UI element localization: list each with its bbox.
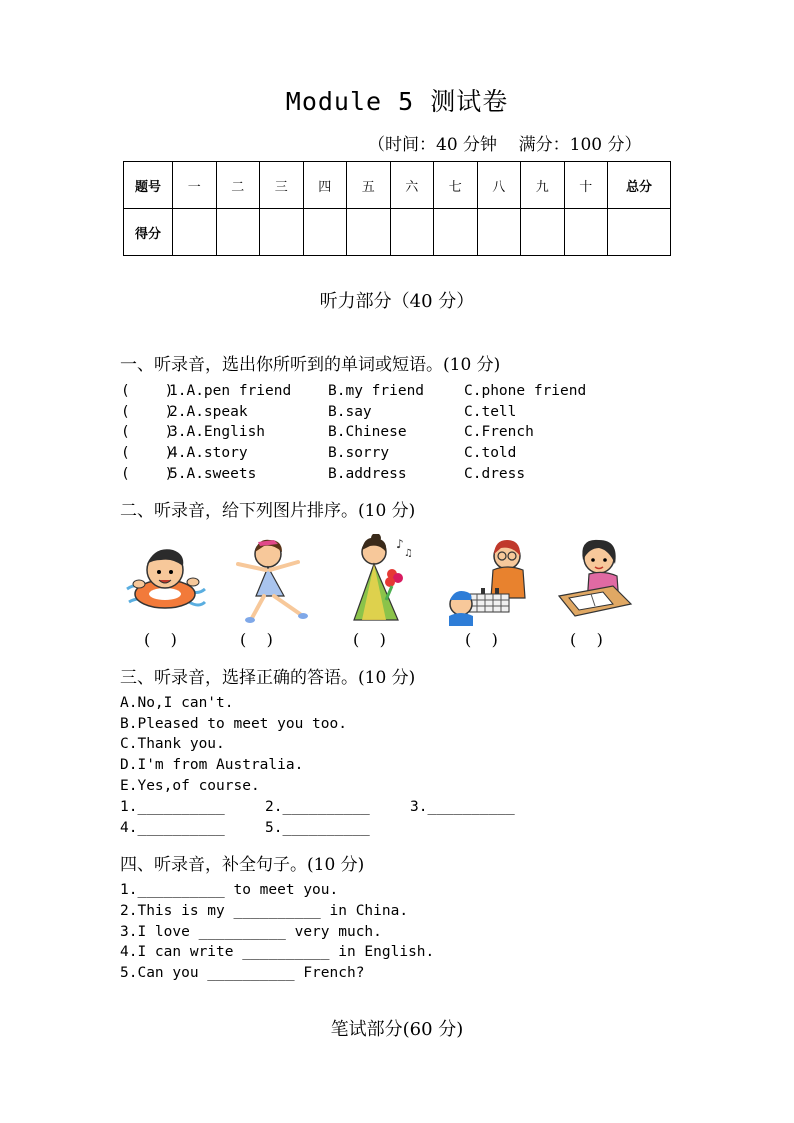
sentence-blank[interactable]: 2.This is my __________ in China.	[120, 903, 409, 919]
option-b: B.Chinese	[328, 424, 407, 440]
sentence-blank[interactable]: 3.I love __________ very much.	[120, 924, 382, 940]
score-table	[123, 161, 671, 256]
question-1-heading: 一、听录音，选出你所听到的单词或短语。(10 分)	[120, 355, 501, 375]
score-input-cell[interactable]	[564, 209, 608, 256]
picture-order-blank[interactable]: ( )	[465, 630, 498, 649]
answer-paren[interactable]: ( )	[121, 424, 174, 440]
score-input-cell[interactable]	[216, 209, 260, 256]
boy-swimming-picture	[125, 534, 207, 626]
answer-paren[interactable]: ( )	[121, 404, 174, 420]
option-c: C.dress	[464, 466, 526, 482]
option-a: 5.A.sweets	[169, 466, 257, 482]
score-table-score-row	[124, 209, 671, 256]
score-table-cell: 二	[216, 162, 260, 209]
picture-order-blank[interactable]: ( )	[144, 630, 177, 649]
score-input-cell[interactable]	[260, 209, 304, 256]
score-table-cell: 十	[564, 162, 608, 209]
girl-dancing-picture	[228, 534, 310, 626]
answer-paren[interactable]: ( )	[121, 445, 174, 461]
answer-blank[interactable]: 3.__________	[410, 799, 515, 815]
score-table-cell: 总分	[608, 162, 671, 209]
answer-option: D.I'm from Australia.	[120, 757, 304, 773]
option-a: 1.A.pen friend	[169, 383, 292, 399]
score-table-cell: 题号	[124, 162, 173, 209]
svg-text:♫: ♫	[404, 548, 413, 559]
picture-order-blank[interactable]: ( )	[570, 630, 603, 649]
score-input-cell[interactable]	[303, 209, 347, 256]
answer-option: E.Yes,of course.	[120, 778, 260, 794]
score-table-cell: 得分	[124, 209, 173, 256]
option-a: 4.A.story	[169, 445, 248, 461]
score-table-cell: 七	[434, 162, 478, 209]
listening-section-heading: 听力部分（40 分）	[319, 291, 475, 312]
option-b: B.sorry	[328, 445, 390, 461]
answer-blank[interactable]: 1.__________	[120, 799, 225, 815]
sentence-blank[interactable]: 1.__________ to meet you.	[120, 882, 339, 898]
score-input-cell[interactable]	[608, 209, 671, 256]
answer-blank[interactable]: 5.__________	[265, 820, 370, 836]
score-table-cell: 四	[303, 162, 347, 209]
answer-blank[interactable]: 4.__________	[120, 820, 225, 836]
picture-order-blank[interactable]: ( )	[240, 630, 273, 649]
woman-singing-picture	[338, 534, 420, 626]
sentence-blank[interactable]: 5.Can you __________ French?	[120, 965, 365, 981]
option-c: C.told	[464, 445, 517, 461]
answer-paren[interactable]: ( )	[121, 466, 174, 482]
answer-option: A.No,I can't.	[120, 695, 234, 711]
score-table-cell: 九	[521, 162, 565, 209]
score-table-cell: 三	[260, 162, 304, 209]
score-table-header-row	[124, 162, 671, 209]
answer-option: C.Thank you.	[120, 736, 225, 752]
answer-blank[interactable]: 2.__________	[265, 799, 370, 815]
page-title: Module 5 测试卷	[285, 87, 509, 116]
score-input-cell[interactable]	[390, 209, 434, 256]
option-c: C.phone friend	[464, 383, 587, 399]
question-3-heading: 三、听录音，选择正确的答语。(10 分)	[120, 668, 416, 688]
option-a: 3.A.English	[169, 424, 266, 440]
question-1-item	[121, 466, 526, 486]
score-table-cell: 八	[477, 162, 521, 209]
option-c: C.French	[464, 424, 534, 440]
score-table-cell: 五	[347, 162, 391, 209]
option-b: B.my friend	[328, 383, 425, 399]
question-1-item	[121, 424, 534, 444]
score-input-cell[interactable]	[434, 209, 478, 256]
score-input-cell[interactable]	[521, 209, 565, 256]
option-b: B.address	[328, 466, 407, 482]
svg-text:♪: ♪	[396, 537, 404, 551]
answer-paren[interactable]: ( )	[121, 383, 174, 399]
writing-section-heading: 笔试部分(60 分)	[330, 1019, 464, 1040]
score-input-cell[interactable]	[173, 209, 217, 256]
boys-playing-chess-picture	[445, 534, 527, 626]
option-b: B.say	[328, 404, 372, 420]
girl-writing-picture	[555, 534, 637, 626]
sentence-blank[interactable]: 4.I can write __________ in English.	[120, 944, 435, 960]
score-input-cell[interactable]	[347, 209, 391, 256]
score-table-cell: 六	[390, 162, 434, 209]
question-1-item	[121, 445, 517, 465]
question-4-heading: 四、听录音，补全句子。(10 分)	[120, 855, 365, 875]
option-a: 2.A.speak	[169, 404, 248, 420]
question-1-item	[121, 383, 587, 403]
picture-order-blank[interactable]: ( )	[353, 630, 386, 649]
answer-option: B.Pleased to meet you too.	[120, 716, 347, 732]
score-table-cell: 一	[173, 162, 217, 209]
question-2-heading: 二、听录音，给下列图片排序。(10 分)	[120, 501, 416, 521]
exam-info: （时间：40 分钟 满分：100 分）	[368, 135, 642, 155]
score-input-cell[interactable]	[477, 209, 521, 256]
option-c: C.tell	[464, 404, 517, 420]
question-1-item	[121, 404, 517, 424]
